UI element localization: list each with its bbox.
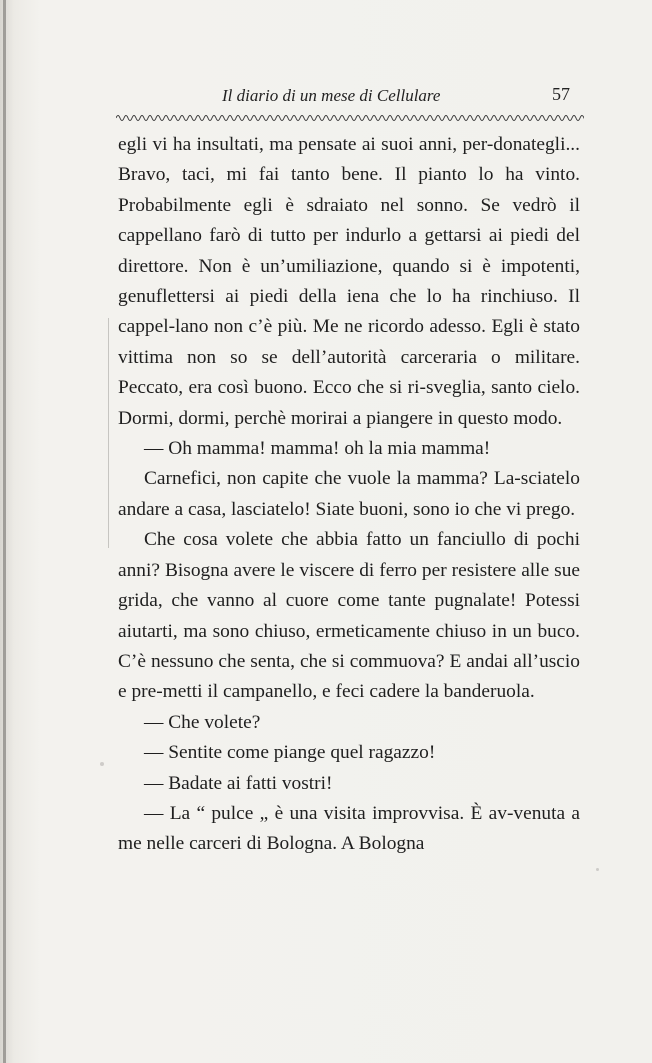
paragraph-2: — Oh mamma! mamma! oh la mia mamma!: [144, 438, 491, 460]
wavy-rule-ornament: [116, 112, 584, 124]
body-text: [118, 130, 580, 860]
paragraph-3: Carnefici, non capite che vuole la mamma? La-sciatelo andare a casa, lasciatelo! Siate buoni, sono io che vi prego.: [118, 468, 580, 520]
ink-speck: [100, 762, 104, 766]
paragraph-6: — Sentite come piange quel ragazzo!: [144, 742, 436, 764]
page-number: 57: [552, 84, 570, 104]
paragraph-7: — Badate ai fatti vostri!: [144, 772, 333, 794]
page-spine-shadow: [3, 0, 6, 1063]
margin-pencil-mark: [108, 318, 109, 548]
page-header: [118, 86, 580, 110]
ink-speck: [596, 868, 599, 871]
paragraph-1: egli vi ha insultati, ma pensate ai suoi anni, per-donategli... Bravo, taci, mi fai tanto bene. Il pianto lo ha vinto. Probabilmente egli è sdraiato nel sonno. Se vedrò il cappellano farò di tutto per indurlo a gettarsi ai piedi del direttore. Non è un’umiliazione, quando si è impotenti, genuflettersi ai piedi della iena che lo ha rinchiuso. Il cappel-lano non c’è più. Me ne ricordo adesso. Egli è stato vittima non so se dell’autorità carceraria o militare. Peccato, era così buono. Ecco che si ri-sveglia, santo cielo. Dormi, dormi, perchè morirai a piangere in questo modo.: [118, 134, 580, 429]
running-title: Il diario di un mese di Cellulare: [222, 86, 441, 105]
paragraph-8: — La “ pulce „ è una visita improvvisa. È av-venuta a me nelle carceri di Bologna. A Bologna: [118, 802, 580, 855]
paragraph-4: Che cosa volete che abbia fatto un fanciullo di pochi anni? Bisogna avere le viscere di ferro per resistere alle sue grida, che vanno al cuore come tante pugnalate! Potessi aiutarti, ma sono chiuso, ermeticamente chiuso in un buco. C’è nessuno che senta, che si commuova? E andai all’uscio e pre-metti il campanello, e feci cadere la banderuola.: [118, 529, 580, 703]
paragraph-5: — Che volete?: [144, 711, 261, 733]
